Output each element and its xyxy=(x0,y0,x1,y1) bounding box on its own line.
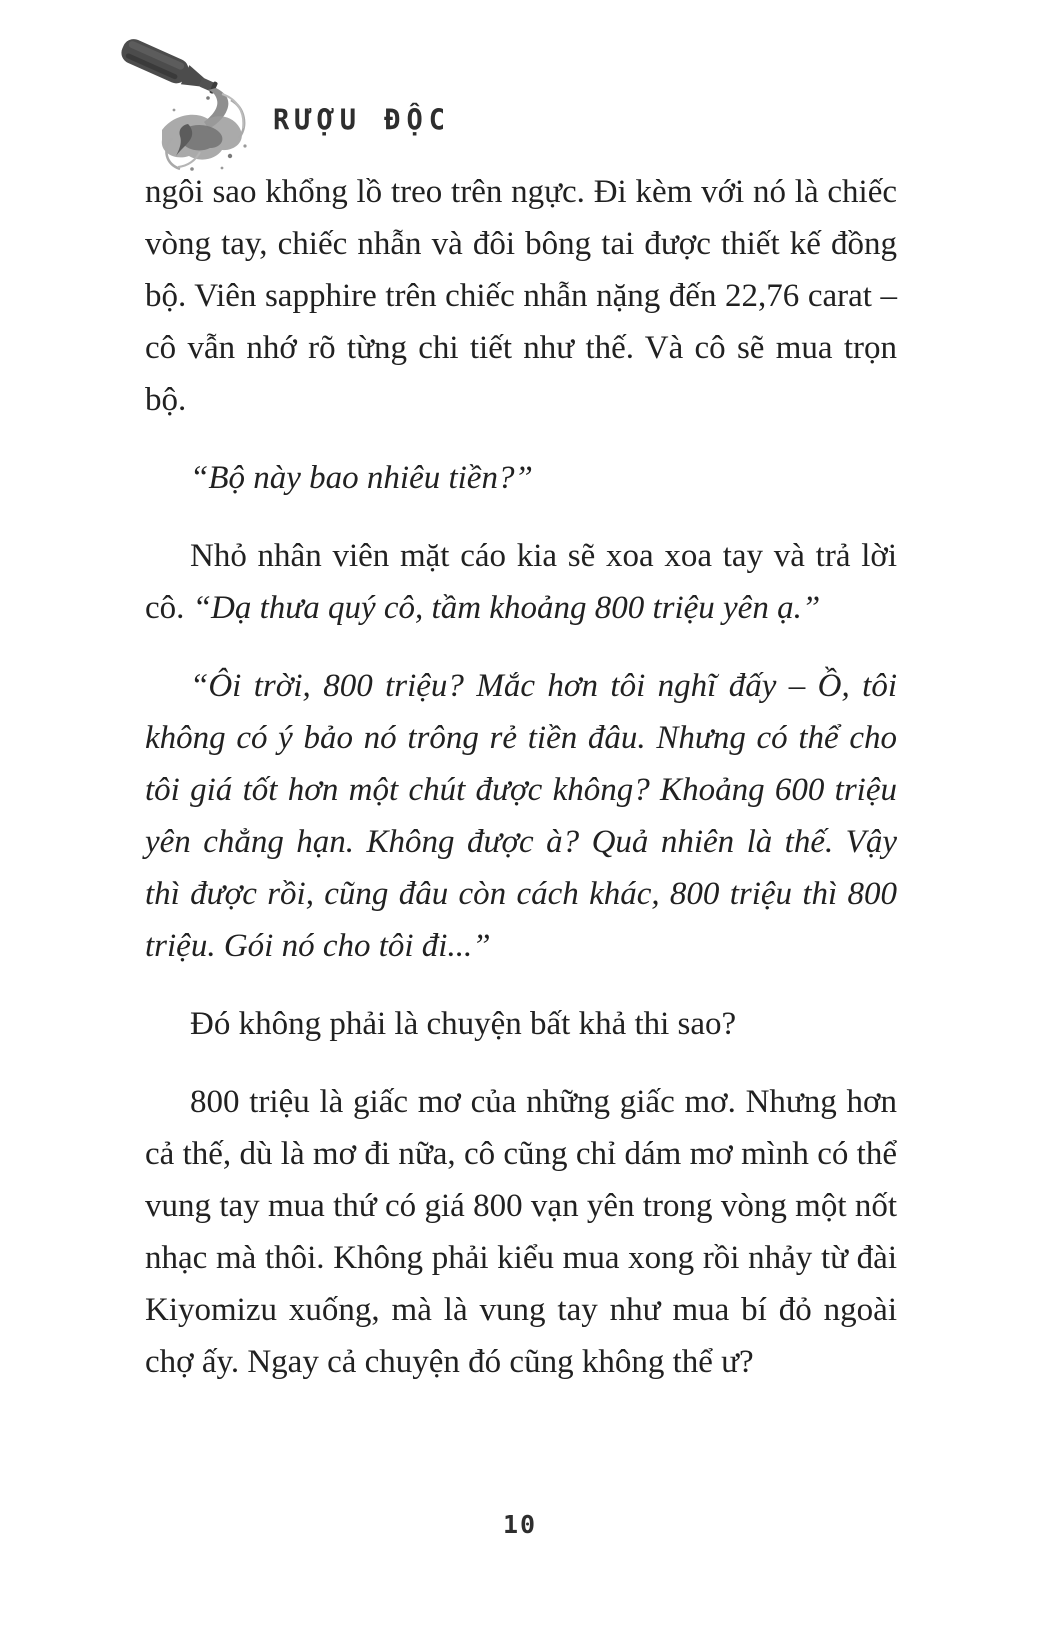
paragraph-clerk-reply xyxy=(145,530,897,634)
paragraph-dream: 800 triệu là giấc mơ của những giấc mơ. Nhưng hơn cả thế, dù là mơ đi nữa, cô cũng chỉ dám mơ mình có thể vung tay mua thứ có giá 800 vạn yên trong vòng một nốt nhạc mà thôi. Không phải kiểu mua xong rồi nhảy từ đài Kiyomizu xuống, mà là vung tay như mua bí đỏ ngoài chợ ấy. Ngay cả chuyện đó cũng không thể ư? xyxy=(145,1084,897,1380)
page-number: 10 xyxy=(502,1510,538,1539)
paragraph-text: Nhỏ nhân viên mặt cáo kia sẽ xoa xoa tay và trả lời cô. xyxy=(145,538,897,626)
chapter-title: RƯỢU ĐỘC xyxy=(273,103,452,137)
paragraph-continuation: ngôi sao khổng lồ treo trên ngực. Đi kèm với nó là chiếc vòng tay, chiếc nhẫn và đôi bông tai được thiết kế đồng bộ. Viên sapphire trên chiếc nhẫn nặng đến 22,76 carat – cô vẫn nhớ rõ từng chi tiết như thế. Và cô sẽ mua trọn bộ. xyxy=(145,174,897,418)
paragraph-dialogue-bargain: “Ôi trời, 800 triệu? Mắc hơn tôi nghĩ đấy – Ồ, tôi không có ý bảo nó trông rẻ tiền đâu. Nhưng có thể cho tôi giá tốt hơn một chút được không? Khoảng 600 triệu yên chẳng hạn. Không được à? Quả nhiên là thế. Vậy thì được rồi, cũng đâu còn cách khác, 800 triệu thì 800 triệu. Gói nó cho tôi đi...” xyxy=(145,668,897,964)
paragraph-dialogue-question: “Bộ này bao nhiêu tiền?” xyxy=(190,460,533,496)
paragraph-quote: “Dạ thưa quý cô, tầm khoảng 800 triệu yên ạ.” xyxy=(192,590,821,626)
paragraph-rhetorical-question: Đó không phải là chuyện bất khả thi sao? xyxy=(190,1006,737,1042)
body-text xyxy=(145,166,897,1414)
